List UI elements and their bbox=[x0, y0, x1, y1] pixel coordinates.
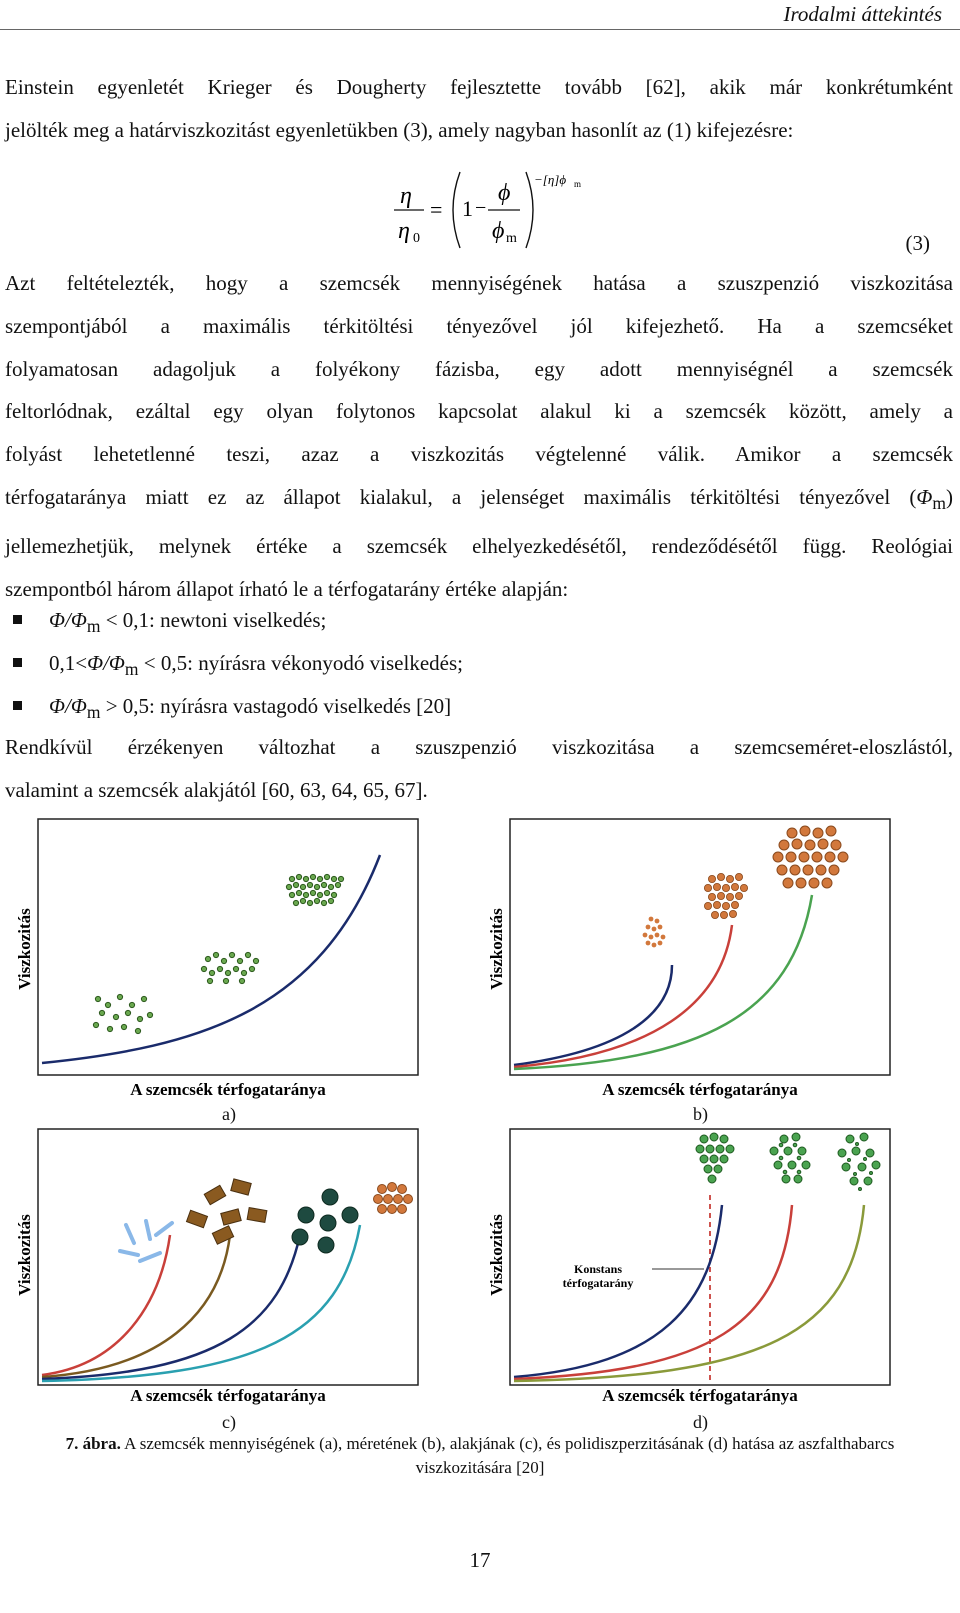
caption-text: A szemcsék mennyiségének (a), méretének (b), alakjának (c), és polidiszperzitásának (d) hatása az aszfalthabarcs viszkozitására [20] bbox=[120, 1434, 895, 1477]
figure-panel-b bbox=[472, 815, 942, 1135]
running-header: Irodalmi áttekintés bbox=[783, 2, 942, 26]
text-line: szempontból három állapot írható le a térfogatarány értéke alapján: bbox=[5, 576, 569, 601]
x-axis-label: A szemcsék térfogataránya bbox=[130, 1080, 326, 1099]
bullet-list bbox=[5, 599, 945, 727]
text-line: Rendkívül érzékenyen változhat a szuszpenzió viszkozitása a szemcseméret-eloszlástól, bbox=[5, 735, 953, 759]
text-line: jelölték meg a határviszkozitást egyenletükben (3), amely nagyban hasonlít az (1) kifejezésre: bbox=[5, 117, 794, 142]
paragraph-2 bbox=[5, 262, 953, 611]
x-axis-label: A szemcsék térfogataránya bbox=[130, 1386, 326, 1405]
formula-subm: m bbox=[506, 231, 517, 246]
text-line: valamint a szemcsék alakjától [60, 63, 64, 65, 67]. bbox=[5, 777, 428, 802]
bullet-text: < 0,1: newtoni viselkedés; bbox=[100, 608, 327, 632]
panel-frame bbox=[38, 819, 418, 1075]
header-rule bbox=[0, 29, 960, 30]
figure-caption bbox=[30, 1432, 930, 1480]
formula-exponent: −[η]ϕ bbox=[534, 172, 567, 187]
subscript: m bbox=[86, 616, 101, 637]
figure-panel-c bbox=[0, 1125, 470, 1445]
subscript: m bbox=[86, 701, 101, 722]
annotation-line-1: Konstans bbox=[573, 1262, 623, 1276]
x-axis-label: A szemcsék térfogataránya bbox=[602, 1080, 798, 1099]
formula-sub0: 0 bbox=[413, 231, 420, 246]
formula-phi: ϕ bbox=[498, 180, 511, 206]
list-item bbox=[5, 599, 945, 642]
y-axis-label: Viszkozitás bbox=[15, 1214, 34, 1296]
x-axis-label: A szemcsék térfogataránya bbox=[602, 1386, 798, 1405]
text-line: jellemezhetjük, melynek értéke a szemcsék elhelyezkedésétől, rendeződésétől függ. Reológiai bbox=[5, 533, 953, 558]
panel-label-c: c) bbox=[222, 1412, 236, 1432]
text-span: térfogataránya miatt ez az állapot kialakul, a jelenséget maximális térkitöltési tényezővel ( bbox=[5, 484, 917, 509]
text-line: feltorlódnak, ezáltal egy olyan folytonos kapcsolat alakul ki a szemcsék között, amely a bbox=[5, 399, 953, 424]
formula-equals: = bbox=[430, 197, 443, 222]
paragraph-1 bbox=[5, 66, 953, 152]
text-span: ) bbox=[946, 484, 953, 509]
bullet-text: > 0,5: nyírásra vastagodó viselkedés [20] bbox=[100, 693, 452, 718]
paragraph-3 bbox=[5, 726, 953, 812]
text-line: folyamatosan adagoljuk a folyékony fázisba, egy adott mennyiségnél a szemcsék bbox=[5, 356, 953, 381]
panel-label-a: a) bbox=[222, 1104, 236, 1124]
subscript: m bbox=[932, 493, 946, 514]
formula-eta0: η bbox=[398, 218, 410, 244]
figure-panel-a bbox=[0, 815, 470, 1135]
bullet-text: < 0,5: nyírásra vékonyodó viselkedés; bbox=[138, 650, 463, 675]
annotation-line-2: térfogatarány bbox=[562, 1276, 634, 1290]
krieger-dougherty-formula bbox=[380, 166, 610, 252]
y-axis-label: Viszkozitás bbox=[15, 908, 34, 990]
bullet-square-icon bbox=[13, 615, 22, 624]
caption-label: 7. ábra. bbox=[65, 1434, 121, 1453]
phi-symbol: Φ bbox=[916, 484, 933, 509]
text-line: Azt feltételezték, hogy a szemcsék mennyiségének hatása a szuszpenzió viszkozitása bbox=[5, 271, 953, 295]
equation-number: (3) bbox=[905, 231, 930, 255]
formula-exponent-sub: m bbox=[574, 179, 582, 189]
panel-label-d: d) bbox=[693, 1412, 708, 1432]
page-number: 17 bbox=[469, 1548, 491, 1572]
figure-panel-d bbox=[472, 1125, 942, 1445]
text-line: szempontjából a maximális térkitöltési tényezővel jól kifejezhető. Ha a szemcséket bbox=[5, 313, 953, 338]
text-line: folyást lehetetlenné teszi, azaz a viszkozitás végtelenné válik. Amikor a szemcsék bbox=[5, 442, 953, 467]
list-item bbox=[5, 642, 945, 685]
y-axis-label: Viszkozitás bbox=[487, 908, 506, 990]
text-line bbox=[5, 476, 953, 525]
formula-one: 1 bbox=[462, 196, 473, 221]
panel-label-b: b) bbox=[693, 1104, 708, 1124]
list-item bbox=[5, 685, 945, 728]
bullet-square-icon bbox=[13, 701, 22, 710]
bullet-symbol: Φ/Φ bbox=[49, 693, 87, 718]
y-axis-label: Viszkozitás bbox=[487, 1214, 506, 1296]
bullet-symbol: Φ/Φ bbox=[87, 650, 125, 675]
formula-minus: − bbox=[475, 197, 487, 219]
subscript: m bbox=[124, 658, 139, 679]
formula-phim: ϕ bbox=[492, 218, 505, 244]
bullet-square-icon bbox=[13, 658, 22, 667]
formula-eta: η bbox=[400, 183, 412, 209]
bullet-prefix: 0,1< bbox=[49, 650, 88, 675]
panel-frame bbox=[38, 1129, 418, 1385]
text-line: Einstein egyenletét Krieger és Dougherty fejlesztette tovább [62], akik már konkrétumként bbox=[5, 75, 953, 99]
bullet-symbol: Φ/Φ bbox=[49, 608, 87, 632]
